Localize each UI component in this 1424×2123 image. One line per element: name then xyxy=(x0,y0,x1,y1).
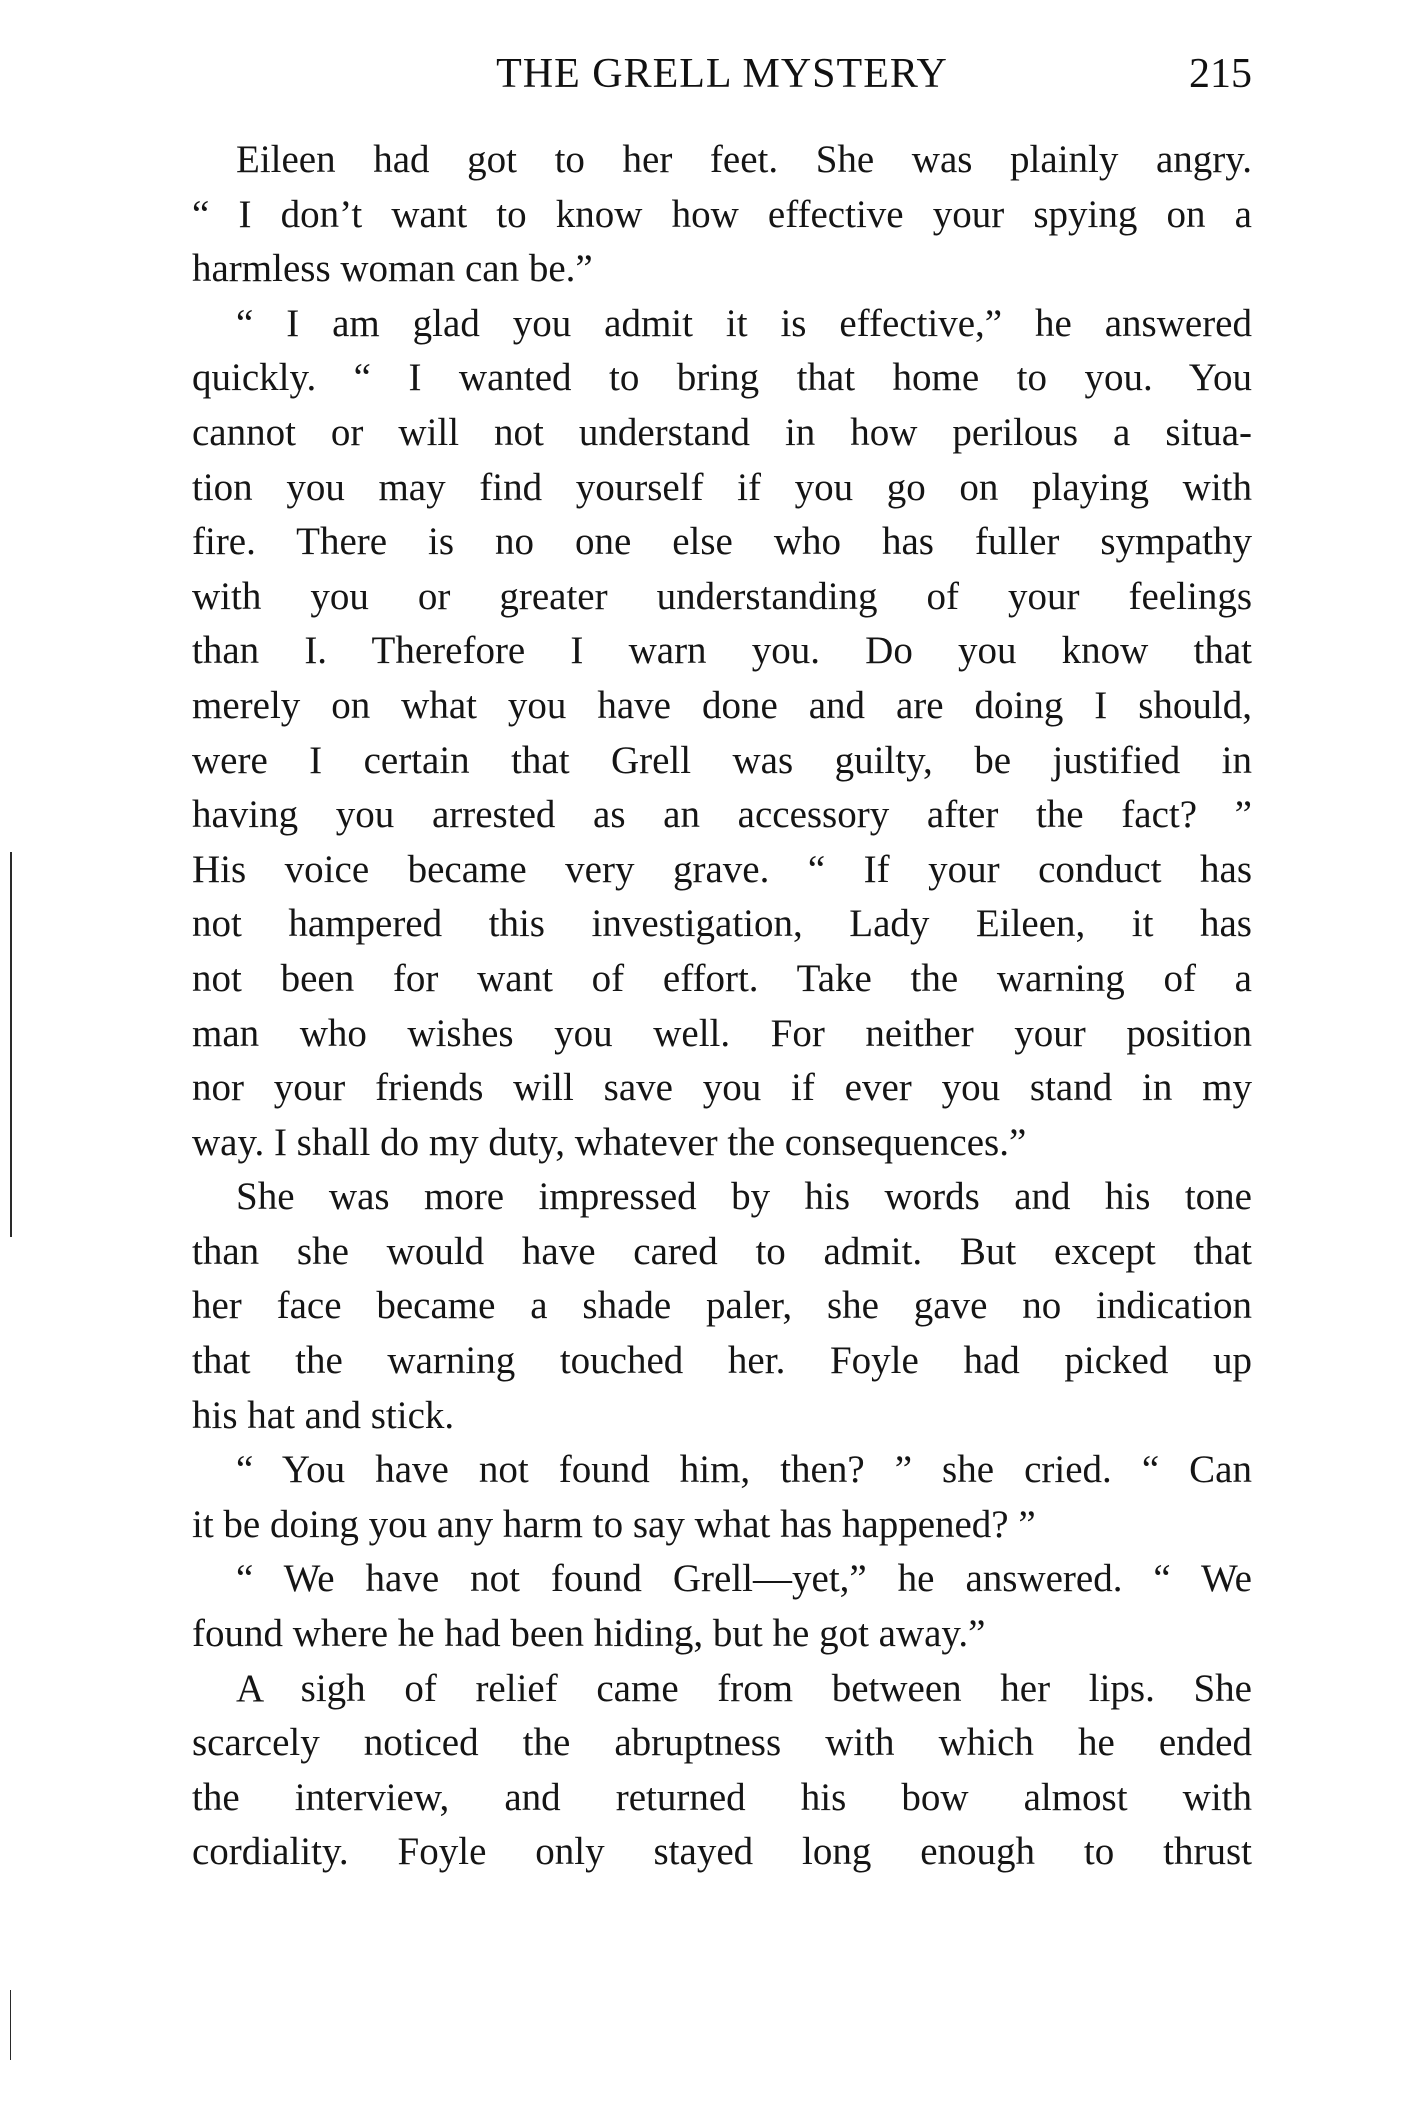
text-line: not been for want of effort. Take the warning of a xyxy=(192,956,1252,1000)
text-line: nor your friends will save you if ever you stand in my xyxy=(192,1066,1252,1110)
text-line: having you arrested as an accessory after the fact? ” xyxy=(192,793,1252,837)
running-head xyxy=(192,50,1252,112)
margin-mark xyxy=(10,1990,11,2060)
text-line: her face became a shade paler, she gave no indication xyxy=(192,1284,1252,1328)
running-title: THE GRELL MYSTERY xyxy=(496,51,948,97)
text-line: were I certain that Grell was guilty, be justified in xyxy=(192,738,1252,782)
text-line: harmless woman can be.” xyxy=(192,247,593,291)
text-line: man who wishes you well. For neither your position xyxy=(192,1011,1252,1055)
text-line: scarcely noticed the abruptness with which he ended xyxy=(192,1721,1252,1765)
text-line: than she would have cared to admit. But except that xyxy=(192,1229,1252,1273)
text-line: cordiality. Foyle only stayed long enough to thrust xyxy=(192,1830,1252,1874)
text-line: “ You have not found him, then? ” she cried. “ Can xyxy=(236,1448,1252,1492)
text-line: “ I am glad you admit it is effective,” he answered xyxy=(236,301,1252,345)
text-line: found where he had been hiding, but he got away.” xyxy=(192,1612,986,1656)
page-number: 215 xyxy=(1189,51,1252,97)
margin-mark xyxy=(10,852,12,1237)
text-line: “ We have not found Grell—yet,” he answered. “ We xyxy=(236,1557,1252,1601)
text-line: “ I don’t want to know how effective your spying on a xyxy=(192,192,1252,236)
text-line: way. I shall do my duty, whatever the consequences.” xyxy=(192,1120,1027,1164)
text-line: tion you may find yourself if you go on playing with xyxy=(192,465,1252,509)
text-line: his hat and stick. xyxy=(192,1393,455,1437)
text-line: that the warning touched her. Foyle had picked up xyxy=(192,1339,1252,1383)
text-line: with you or greater understanding of your feelings xyxy=(192,574,1252,618)
text-line: merely on what you have done and are doing I should, xyxy=(192,683,1252,727)
body-text xyxy=(192,133,1252,1880)
text-line: than I. Therefore I warn you. Do you know that xyxy=(192,629,1252,673)
text-line: the interview, and returned his bow almost with xyxy=(192,1775,1252,1819)
text-line: fire. There is no one else who has fuller sympathy xyxy=(192,520,1252,564)
text-line: She was more impressed by his words and his tone xyxy=(236,1175,1252,1219)
text-line: cannot or will not understand in how perilous a situa- xyxy=(192,410,1252,454)
text-line: A sigh of relief came from between her lips. She xyxy=(236,1666,1252,1710)
text-line: His voice became very grave. “ If your conduct has xyxy=(192,847,1252,891)
text-line: Eileen had got to her feet. She was plainly angry. xyxy=(236,138,1252,181)
text-line: not hampered this investigation, Lady Eileen, it has xyxy=(192,902,1252,946)
text-line: quickly. “ I wanted to bring that home to you. You xyxy=(192,356,1252,400)
text-line: it be doing you any harm to say what has happened? ” xyxy=(192,1502,1036,1546)
